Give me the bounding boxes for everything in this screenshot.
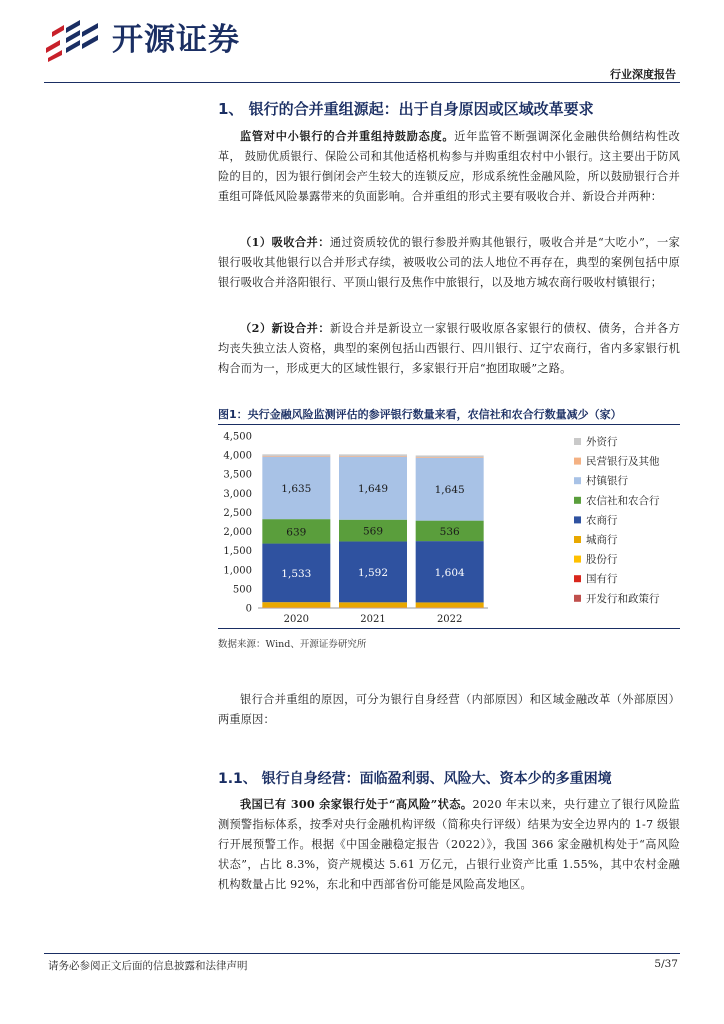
legend-label: 开发行和政策行 — [586, 592, 660, 605]
bar-data-label: 1,645 — [434, 484, 465, 497]
bar-data-label: 1,592 — [357, 566, 389, 579]
y-tick-label: 4,000 — [223, 450, 252, 462]
x-tick-label: 2020 — [283, 614, 310, 625]
paragraph-high-risk-body: 2020 年末以来，央行建立了银行风险监测预警指标体系，按季对央行金融机构评级（简称央行评级）结果为安全边界内的 1-7 级银行开展预警工作。根据《中国金融稳定报告（2022）》，我国 366 家金融机构处于“高风险状态”，占比 8.3%，资产规模达 5.61 万亿元，占银行业资产比重 1.55%，其中农村金融机构数量占比 92%，东北和中西部省份可能是风险高发地区。 — [218, 798, 680, 891]
paragraph-new-merger-body: 新设合并是新设立一家银行吸收原各家银行的债权、债务，合并各方均丧失独立法人资格，典型的案例包括山西银行、四川银行、辽宁农商行，省内多家银行机构合而为一，形成更大的区域性银行，多家银行开启“抱团取暖”之路。 — [218, 322, 680, 375]
paragraph-high-risk-lead: 我国已有 300 余家银行处于“高风险”状态。 — [240, 797, 473, 811]
legend-swatch — [574, 438, 581, 445]
footer-disclaimer: 请务必参阅正文后面的信息披露和法律声明 — [48, 960, 248, 972]
footer-divider — [44, 953, 680, 954]
paragraph-transition: 银行合并重组的原因，可分为银行自身经营（内部原因）和区域金融改革（外部原因）两重原因： — [218, 693, 680, 726]
bar-segment — [339, 602, 407, 607]
section-1-heading: 1、 银行的合并重组源起：出于自身原因或区域改革要求 — [218, 100, 594, 118]
paragraph-regulation-lead: 监管对中小银行的合并重组持鼓励态度。 — [240, 129, 455, 143]
legend-label: 农信社和农合行 — [586, 494, 660, 507]
legend-label: 村镇银行 — [586, 475, 628, 488]
legend-label: 农商行 — [586, 514, 618, 527]
figure-bottom-rule — [218, 628, 680, 629]
paragraph-regulation-body: 近年监管不断强调深化金融供给侧结构性改革， 鼓励优质银行、保险公司和其他适格机构参与并购重组农村中小银行。这主要出于防风险的目的，因为银行倒闭会产生较大的连锁反应，形成系统性金融风险，所以鼓励银行合并重组可降低风险暴露带来的负面影响。合并重组的形式主要有吸收合并、新设合并两种： — [218, 130, 680, 203]
figure-source: 数据来源：Wind、开源证券研究所 — [218, 639, 367, 650]
legend-swatch — [574, 556, 581, 563]
paragraph-absorption-lead: （1）吸收合并： — [240, 235, 330, 249]
x-tick-label: 2021 — [360, 614, 386, 625]
legend-label: 民营银行及其他 — [586, 455, 660, 468]
bar-segment — [262, 454, 330, 456]
paragraph-absorption-merger — [218, 232, 680, 293]
page-number: 5/37 — [654, 958, 678, 970]
bar-segment — [262, 456, 330, 457]
paragraph-new-merger — [218, 318, 680, 379]
header-divider — [44, 82, 680, 83]
legend-label: 城商行 — [586, 534, 618, 546]
x-tick-label: 2022 — [436, 614, 463, 625]
paragraph-regulation — [218, 126, 680, 207]
section-1-1-heading: 1.1、 银行自身经营：面临盈利弱、风险大、资本少的多重困境 — [218, 771, 612, 787]
y-tick-label: 1,500 — [223, 546, 252, 558]
y-tick-label: 2,000 — [223, 527, 252, 539]
stacked-bar-chart — [218, 426, 680, 628]
company-logo-icon — [44, 18, 104, 62]
bar-data-label: 639 — [286, 526, 307, 539]
legend-swatch — [574, 497, 581, 504]
figure-caption: 图1：央行金融风险监测评估的参评银行数量来看，农信社和农合行数量减少（家） — [218, 408, 622, 421]
bar-segment — [262, 602, 330, 607]
bar-data-label: 1,635 — [281, 482, 312, 495]
paragraph-high-risk — [218, 794, 680, 895]
legend-swatch — [574, 575, 581, 582]
legend-swatch — [574, 458, 581, 465]
report-type-label: 行业深度报告 — [610, 68, 676, 81]
legend-swatch — [574, 595, 581, 602]
bar-data-label: 1,604 — [434, 566, 465, 579]
bar-segment — [416, 457, 484, 458]
paragraph-absorption-body: 通过资质较优的银行参股并购其他银行，吸收合并是“大吃小”，一家银行吸收其他银行以合并形式存续，被吸收公司的法人地位不再存在，典型的案例包括中原银行吸收合并洛阳银行、平顶山银行及焦作中旅银行，以及地方城农商行吸收村镇银行； — [218, 236, 681, 289]
legend-swatch — [574, 536, 581, 543]
bar-data-label: 1,649 — [357, 483, 389, 496]
legend-label: 股份行 — [586, 553, 618, 566]
legend-label: 国有行 — [586, 573, 618, 586]
y-tick-label: 1,000 — [223, 565, 252, 577]
bar-data-label: 536 — [439, 525, 460, 538]
legend-swatch — [574, 516, 581, 523]
y-tick-label: 3,500 — [223, 469, 252, 481]
bar-segment — [416, 602, 484, 607]
y-tick-label: 500 — [232, 584, 252, 596]
y-tick-label: 0 — [245, 603, 252, 615]
figure-top-rule — [218, 424, 680, 425]
bar-data-label: 569 — [362, 525, 384, 538]
bar-segment — [339, 454, 407, 456]
paragraph-new-merger-lead: （2）新设合并： — [240, 321, 331, 335]
legend-label: 外资行 — [586, 436, 618, 448]
y-tick-label: 2,500 — [223, 507, 252, 519]
bar-segment — [416, 455, 484, 457]
y-tick-label: 3,000 — [223, 488, 252, 500]
y-tick-label: 4,500 — [223, 431, 252, 443]
bar-data-label: 1,533 — [281, 567, 312, 580]
company-logo-text: 开源证券 — [112, 22, 240, 58]
bar-segment — [339, 456, 407, 457]
legend-swatch — [574, 477, 581, 484]
